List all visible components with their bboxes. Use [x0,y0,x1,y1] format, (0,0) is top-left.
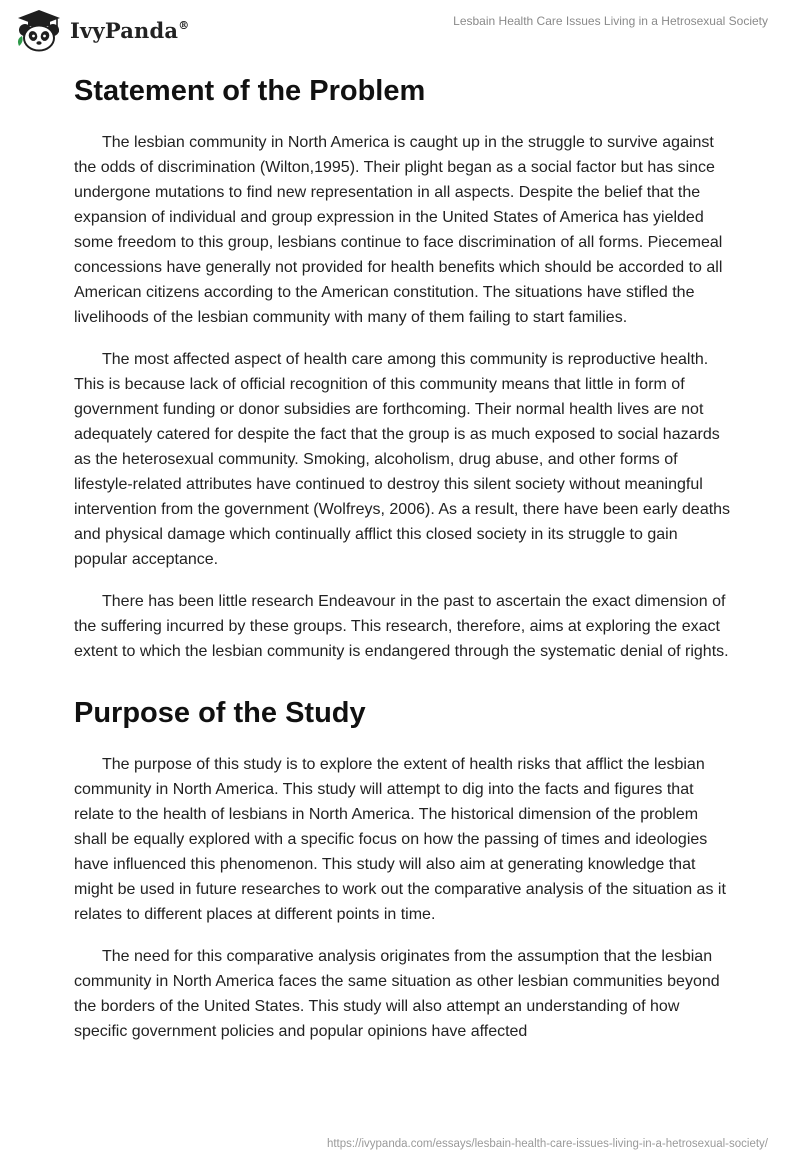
brand-name: IvyPanda® [70,17,190,43]
page-header [0,0,800,60]
essay-body [74,72,734,1061]
document-title: Lesbain Health Care Issues Living in a Hetrosexual Society [453,14,768,28]
section-heading-purpose: Purpose of the Study [74,697,366,729]
section-heading-problem: Statement of the Problem [74,75,426,107]
paragraph: The most affected aspect of health care among this community is reproductive health. This is because lack of official recognition of this community means that little in form of government funding or donor subsidies are forthcoming. Their normal health lives are not adequately catered for despite the fact that the group is as much exposed to social hazards as the heterosexual community. Smoking, alcoholism, drug abuse, and other forms of lifestyle-related attributes have continued to destroy this silent society without meaningful intervention from the government (Wolfreys, 2006). As a result, there have been early deaths and physical damage which continually afflict this closed society in its struggle to gain popular acceptance. [74,351,731,568]
registered-mark: ® [178,18,190,32]
paragraph: The purpose of this study is to explore the extent of health risks that afflict the lesbian community in North America. This study will attempt to dig into the facts and figures that relate to the health of lesbians in North America. The historical dimension of the problem shall be equally explored with a specific focus on how the passing of times and ideologies have influenced this phenomenon. This study will also aim at generating knowledge that might be used in future researches to work out the comparative analysis of the situation as it relates to different places at different points in time. [74,756,726,923]
source-url[interactable]: https://ivypanda.com/essays/lesbain-health-care-issues-living-in-a-hetrosexual-society/ [326,1138,768,1150]
paragraph: The need for this comparative analysis originates from the assumption that the lesbian community in North America faces the same situation as other lesbian communities beyond the borders of the United States. This study will also attempt an understanding of how specific government policies and popular opinions have affected [74,948,720,1040]
paragraph: The lesbian community in North America is caught up in the struggle to survive against the odds of discrimination (Wilton,1995). Their plight began as a social factor but has since undergone mutations to find new representation in all aspects. Despite the belief that the expansion of individual and group expression in the United States of America has yielded some freedom to this group, lesbians continue to face discrimination of all forms. Piecemeal concessions have generally not provided for health benefits which should be accorded to all American citizens according to the American constitution. The situations have stifled the livelihoods of the lesbian community with many of them failing to start families. [74,134,723,326]
ivypanda-logo[interactable] [14,8,189,52]
paragraph: There has been little research Endeavour in the past to ascertain the exact dimension of the suffering incurred by these groups. This research, therefore, aims at exploring the exact extent to which the lesbian community is endangered through the systematic denial of rights. [74,593,729,660]
panda-graduate-icon [14,8,64,52]
